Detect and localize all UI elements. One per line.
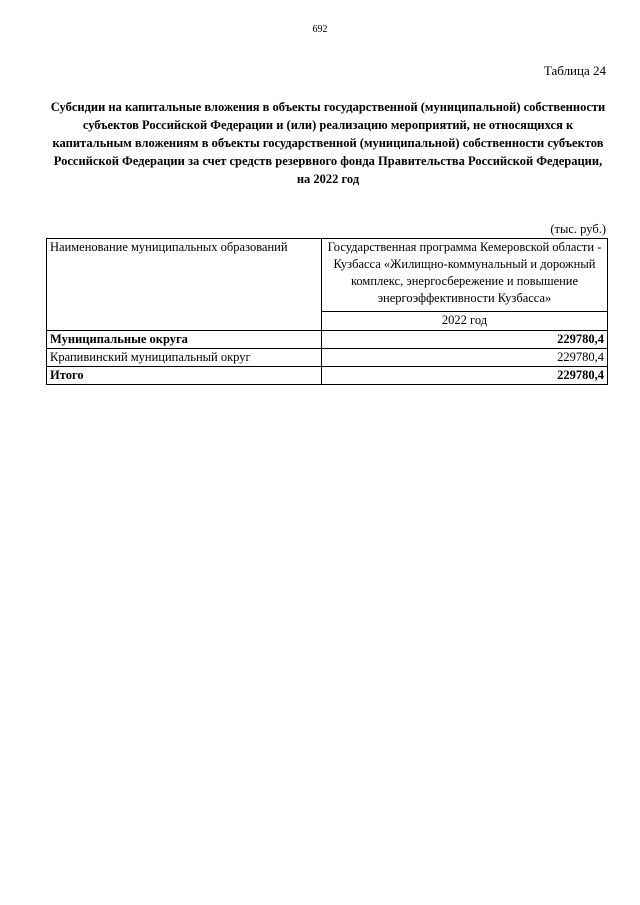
units-label: (тыс. руб.) bbox=[550, 222, 606, 236]
row-value: 229780,4 bbox=[322, 349, 608, 367]
page-number: 692 bbox=[312, 24, 328, 35]
row-name: Итого bbox=[47, 367, 322, 385]
header-municipality: Наименование муниципальных образований bbox=[47, 239, 322, 331]
table-header-row bbox=[47, 239, 608, 312]
row-value: 229780,4 bbox=[322, 331, 608, 349]
document-title: Субсидии на капитальные вложения в объекты государственной (муниципальной) собственности субъектов Российской Федерации и (или) реализацию мероприятий, не относящихся к капитальным вложениям в объекты государственной (муниципальной) собственности субъектов Российской Федерации за счет средств резервного фонда Правительства Российской Федерации, на 2022 год bbox=[50, 100, 606, 186]
table-row-total bbox=[47, 367, 608, 385]
row-value: 229780,4 bbox=[322, 367, 608, 385]
table-label: Таблица 24 bbox=[543, 63, 606, 78]
table-row bbox=[47, 349, 608, 367]
row-name: Крапивинский муниципальный округ bbox=[47, 349, 322, 367]
header-year: 2022 год bbox=[322, 312, 608, 331]
header-program: Государственная программа Кемеровской области - Кузбасса «Жилищно-коммунальный и дорожный комплекс, энергосбережение и повышение энергоэффективности Кузбасса» bbox=[322, 239, 608, 312]
row-name: Муниципальные округа bbox=[47, 331, 322, 349]
table-row bbox=[47, 331, 608, 349]
subsidies-table bbox=[46, 238, 608, 385]
